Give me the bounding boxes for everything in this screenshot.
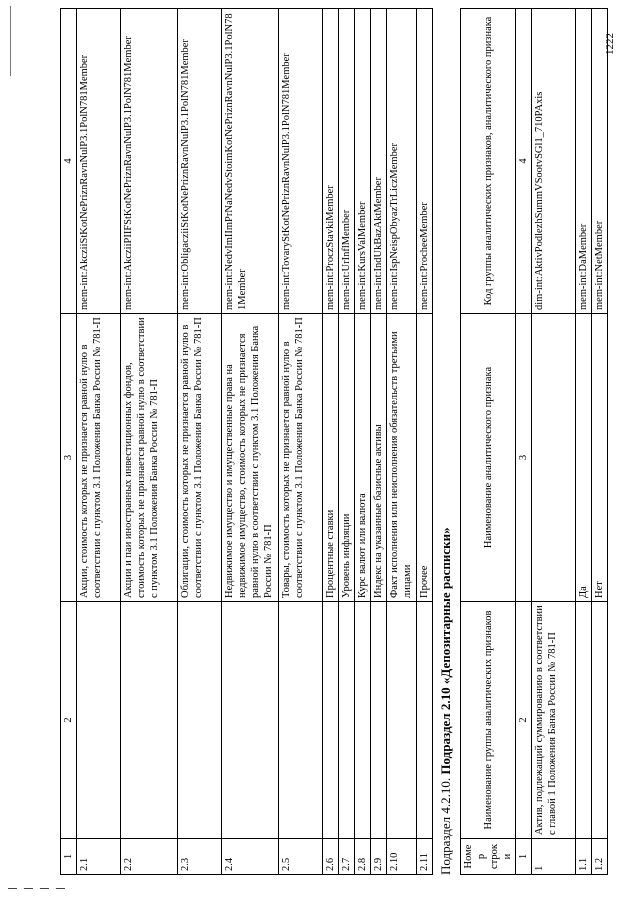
table-row bbox=[178, 9, 222, 875]
row-number: 2.6 bbox=[323, 839, 339, 875]
row-number: 1 bbox=[532, 839, 576, 875]
row-code: mem-int:ProczStavkiMember bbox=[323, 9, 339, 314]
row-code: mem-int:AkcziiPIIFStKotNePriznRavnNulP3.1PolN781Member bbox=[121, 9, 178, 314]
row-name: Акции, стоимость которых не признается равной нулю в соответствии с пунктом 3.1 Положения Банка России № 781-П bbox=[77, 314, 121, 602]
table-header-numbers bbox=[516, 9, 532, 875]
table-header bbox=[461, 9, 516, 875]
table-row bbox=[323, 9, 339, 875]
table-row bbox=[417, 9, 433, 875]
row-name: Да bbox=[576, 314, 592, 602]
row-name: Недвижимое имущество и имущественные права на недвижимое имущество, стоимость которых не признается равной нулю в соответствии с пунктом 3.1 Положения Банка России № 781-П bbox=[222, 314, 279, 602]
row-name: Процентные ставки bbox=[323, 314, 339, 602]
row-name: Акции и паи иностранных инвестиционных фондов, стоимость которых не признается равной нулю в соответствии с пунктом 3.1 Положения Банка России № 781-П bbox=[121, 314, 178, 602]
table-depository-receipts bbox=[460, 8, 608, 875]
row-code: mem-int:TovaryStKotNePriznRavnNulP3.1PolN781Member bbox=[279, 9, 323, 314]
col-number-2: 2 bbox=[516, 602, 532, 839]
col-number-4: 4 bbox=[516, 9, 532, 314]
table-row bbox=[532, 9, 576, 875]
row-name: Облигации, стоимость которых не признается равной нулю в соответствии с пунктом 3.1 Положения Банка России № 781-П bbox=[178, 314, 222, 602]
row-group: Актив, подлежащий суммированию в соответствии с главой 1 Положения Банка России № 781-П bbox=[532, 602, 576, 839]
row-code: mem-int:ObligacziiStKotNePriznRavnNulP3.1PolN781Member bbox=[178, 9, 222, 314]
row-group bbox=[323, 602, 339, 839]
row-code: mem-int:ProcheeMember bbox=[417, 9, 433, 314]
col-number-3: 3 bbox=[516, 314, 532, 602]
row-code: mem-int:NedvImIImPrNaNedvStoimKotNePriznRavnNulP3.1PolN781Member bbox=[222, 9, 279, 314]
header-group-name: Наименование группы аналитических признаков bbox=[461, 602, 516, 839]
section-heading bbox=[438, 527, 454, 875]
row-code: mem-int:NetMember bbox=[592, 9, 608, 314]
row-number: 2.8 bbox=[355, 839, 371, 875]
row-code: mem-int:UrInflMember bbox=[339, 9, 355, 314]
row-code: dim-int:AktivPodlezhSummVSootvSGl1_710PAxis bbox=[532, 9, 576, 314]
heading-prefix: Подраздел 4.2.10. bbox=[438, 774, 453, 875]
row-group bbox=[339, 602, 355, 839]
row-code: mem-int:DaMember bbox=[576, 9, 592, 314]
row-number: 2.2 bbox=[121, 839, 178, 875]
row-group bbox=[371, 602, 387, 839]
col-number-4: 4 bbox=[61, 9, 77, 314]
row-code: mem-int:IndUkBazAktMember bbox=[371, 9, 387, 314]
header-row-number: Номер строки bbox=[461, 839, 516, 875]
row-group bbox=[417, 602, 433, 839]
row-name: Товары, стоимость которых не признается равной нулю в соответствии с пунктом 3.1 Положения Банка России № 781-П bbox=[279, 314, 323, 602]
row-name bbox=[532, 314, 576, 602]
row-name: Факт исполнения или неисполнения обязательств третьими лицами bbox=[387, 314, 417, 602]
col-number-1: 1 bbox=[516, 839, 532, 875]
row-group bbox=[121, 602, 178, 839]
row-number: 2.4 bbox=[222, 839, 279, 875]
row-name: Индекс на указанные базисные активы bbox=[371, 314, 387, 602]
row-number: 2.7 bbox=[339, 839, 355, 875]
table-row bbox=[121, 9, 178, 875]
col-number-3: 3 bbox=[61, 314, 77, 602]
row-group bbox=[355, 602, 371, 839]
row-name: Курс валют или валюта bbox=[355, 314, 371, 602]
row-number: 1.1 bbox=[576, 839, 592, 875]
row-number: 1.2 bbox=[592, 839, 608, 875]
row-name: Прочее bbox=[417, 314, 433, 602]
row-group bbox=[279, 602, 323, 839]
row-number: 2.10 bbox=[387, 839, 417, 875]
row-group bbox=[178, 602, 222, 839]
heading-title: Подраздел 2.10 «Депозитарные расписки» bbox=[438, 527, 453, 775]
row-number: 2.1 bbox=[77, 839, 121, 875]
header-attribute-name: Наименование аналитического признака bbox=[461, 314, 516, 602]
row-group bbox=[387, 602, 417, 839]
row-number: 2.9 bbox=[371, 839, 387, 875]
table-row bbox=[576, 9, 592, 875]
table-row bbox=[222, 9, 279, 875]
row-name: Нет bbox=[592, 314, 608, 602]
row-group bbox=[77, 602, 121, 839]
header-code: Код группы аналитических признаков, аналитического признака bbox=[461, 9, 516, 314]
table-row bbox=[279, 9, 323, 875]
table-continued bbox=[60, 8, 433, 875]
page-number: 1222 bbox=[604, 33, 616, 55]
row-code: mem-int:KursValMember bbox=[355, 9, 371, 314]
table-row bbox=[77, 9, 121, 875]
row-group bbox=[576, 602, 592, 839]
table-row bbox=[355, 9, 371, 875]
col-number-2: 2 bbox=[61, 602, 77, 839]
row-number: 2.11 bbox=[417, 839, 433, 875]
row-group bbox=[222, 602, 279, 839]
row-number: 2.5 bbox=[279, 839, 323, 875]
table-row bbox=[387, 9, 417, 875]
row-code: mem-int:IspNeispObyazTrLiczMember bbox=[387, 9, 417, 314]
row-name: Уровень инфляции bbox=[339, 314, 355, 602]
table-row bbox=[371, 9, 387, 875]
row-group bbox=[592, 602, 608, 839]
row-number: 2.3 bbox=[178, 839, 222, 875]
table-row bbox=[592, 9, 608, 875]
col-number-1: 1 bbox=[61, 839, 77, 875]
row-code: mem-int:AkcziiStKotNePriznRavnNulP3.1PolN781Member bbox=[77, 9, 121, 314]
table-row bbox=[339, 9, 355, 875]
table-header-numbers bbox=[61, 9, 77, 875]
